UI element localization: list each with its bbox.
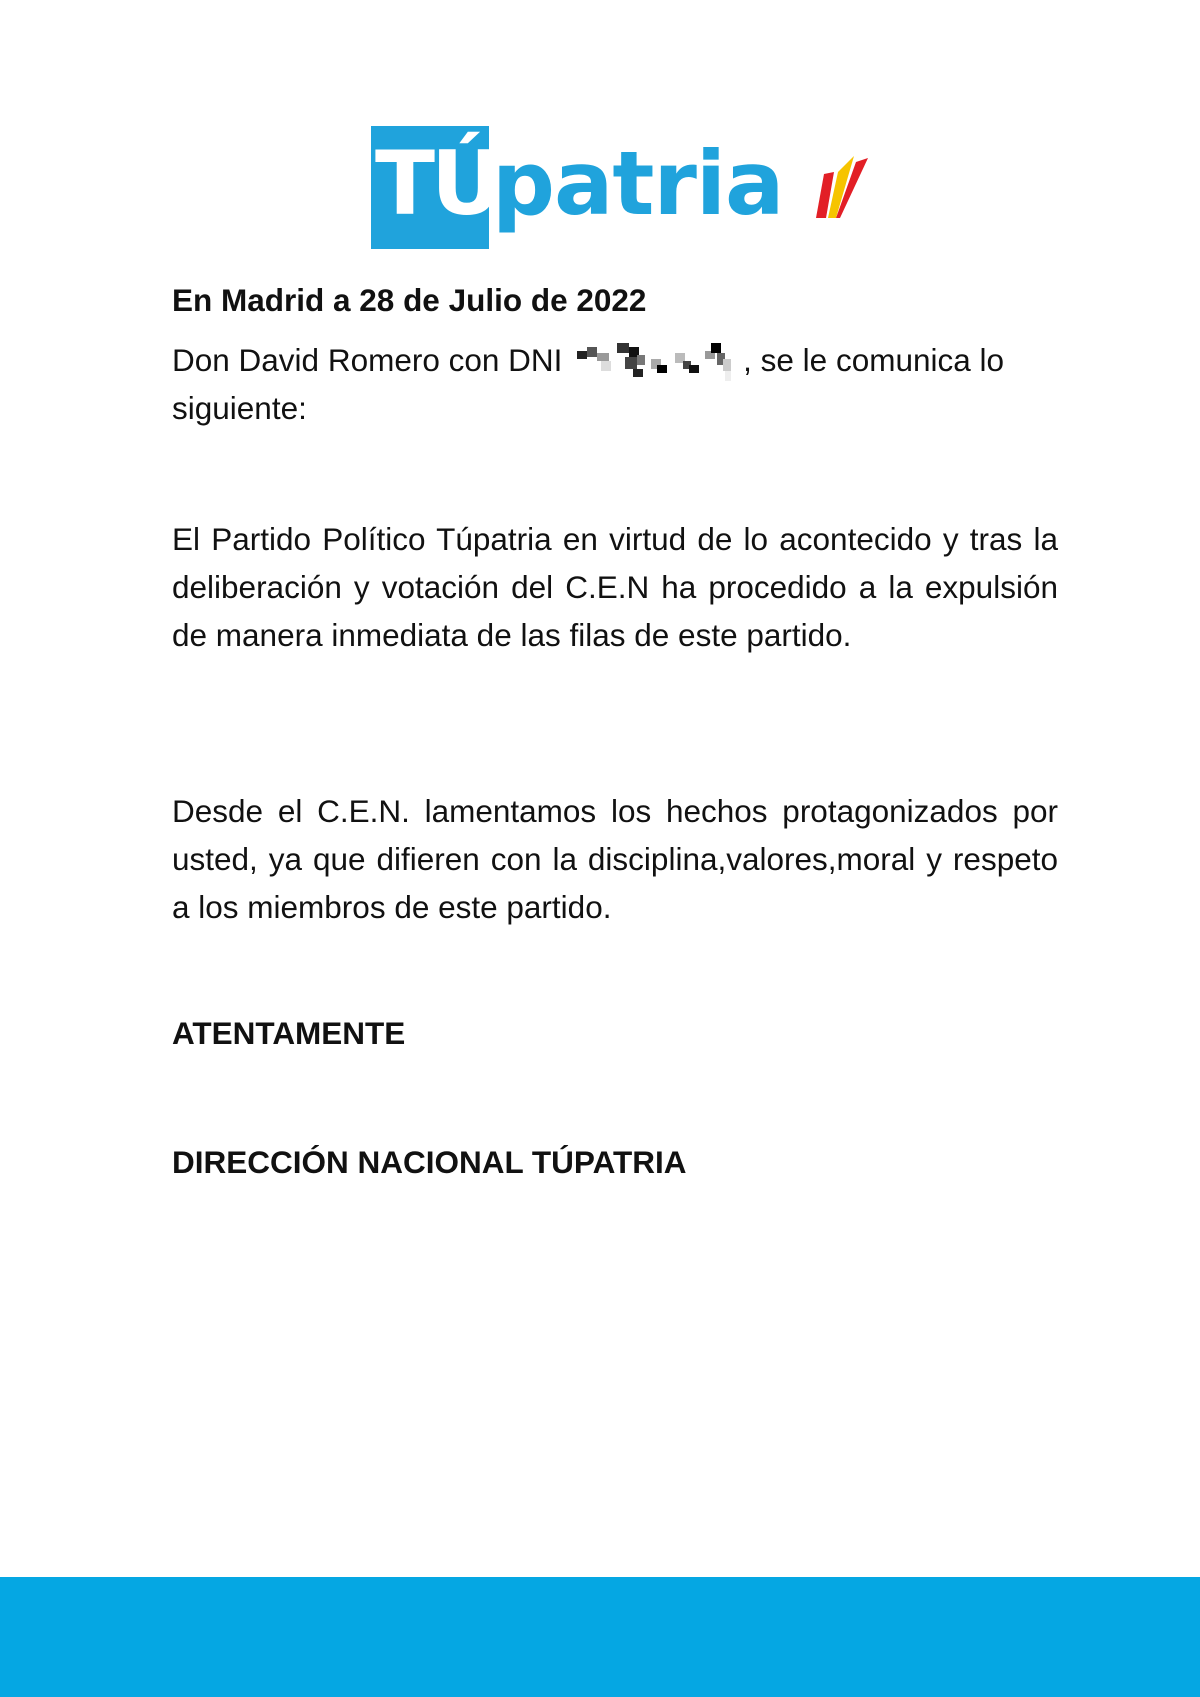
- letter-paragraph-regret: Desde el C.E.N. lamentamos los hechos protagonizados por usted, ya que difieren con la disciplina,valores,moral y respeto a los miembros de este partido.: [172, 793, 1058, 925]
- letter-paragraph-expulsion: El Partido Político Túpatria en virtud de lo acontecido y tras la deliberación y votación del C.E.N ha procedido a la expulsión de manera inmediata de las filas de este partido.: [172, 521, 1058, 653]
- logo-box: [371, 126, 499, 249]
- letter-date: En Madrid a 28 de Julio de 2022: [172, 282, 647, 318]
- addressee-text-after: , se le comunica lo siguiente:: [172, 342, 1005, 426]
- logo-box-text: TÚ: [375, 132, 499, 235]
- letter-addressee: [172, 336, 1058, 432]
- logo-wordmark: patria: [492, 132, 784, 235]
- redacted-dni: [571, 339, 747, 383]
- spain-flag-swoosh-icon: [816, 156, 874, 218]
- letter-closing: ATENTAMENTE: [172, 1015, 406, 1051]
- tupatria-logo: [371, 126, 871, 249]
- letter-signature: DIRECCIÓN NACIONAL TÚPATRIA: [172, 1144, 687, 1180]
- addressee-text-before: Don David Romero con DNI: [172, 342, 572, 378]
- footer-bar: [0, 1577, 1200, 1697]
